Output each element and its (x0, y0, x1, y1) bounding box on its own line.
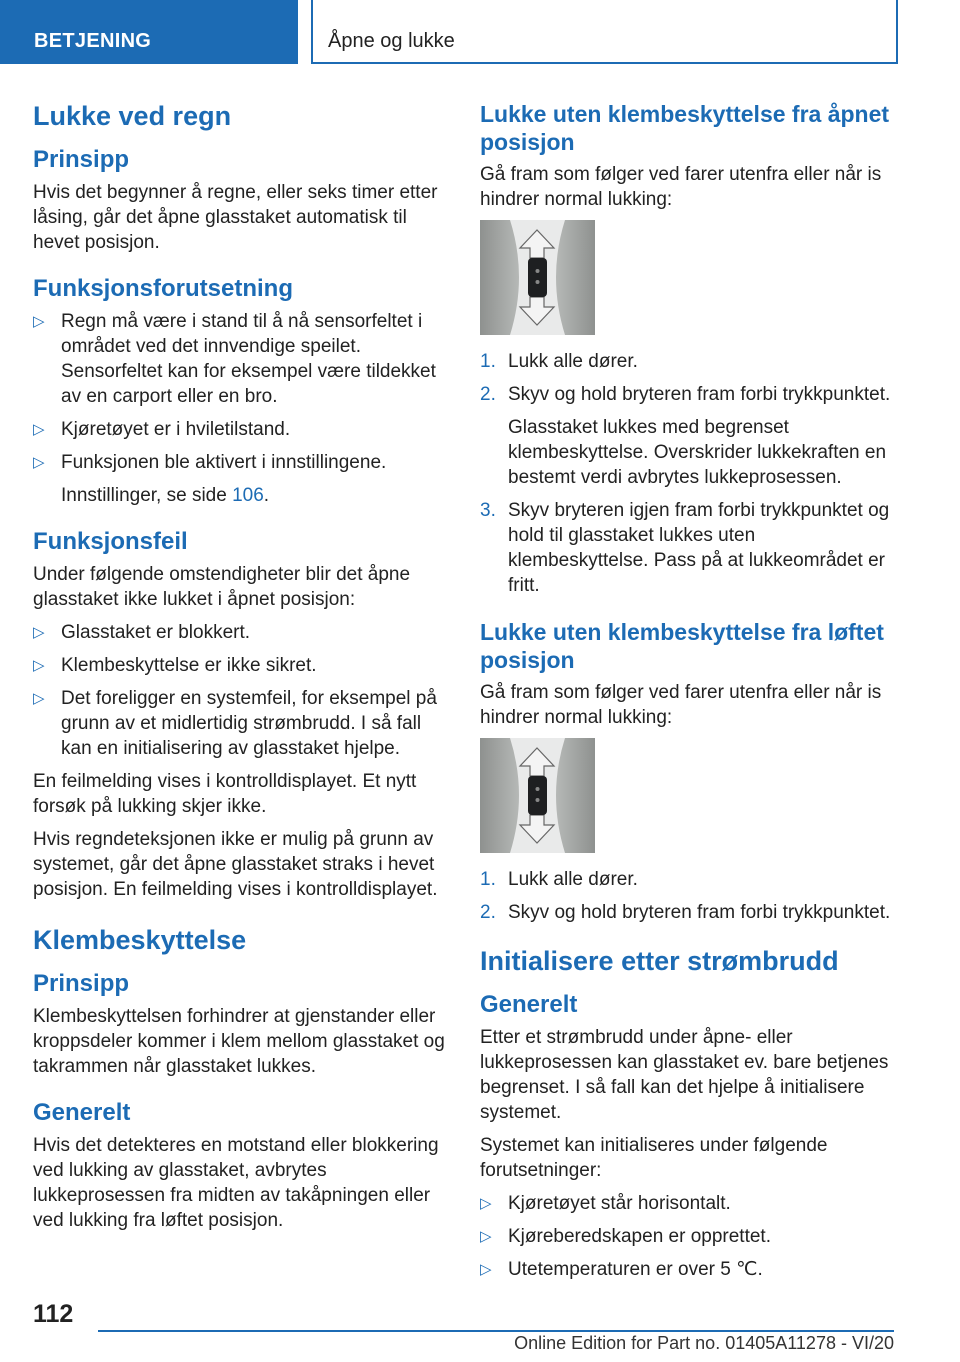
title-rain-close: Lukke ved regn (33, 101, 232, 131)
section-pinch (33, 924, 448, 1233)
init-paragraph-2: Systemet kan initialiseres under følgende forutsetninger: (480, 1135, 828, 1181)
heading-close-from-lifted: Lukke uten klembeskyttelse fra løftet posisjon (480, 619, 884, 673)
pinch-principle-text: Klembeskyttelsen forhindrer at gjenstander eller kroppsdeler kommer i klem mellom glasstaket og takrammen når glasstaket lukkes. (33, 1006, 445, 1077)
close-open-steps (480, 349, 900, 407)
triangle-bullet-icon: ▷ (33, 313, 45, 330)
list-item: ▷ Kjøreberedskapen er opprettet. (480, 1226, 771, 1247)
close-lifted-steps (480, 867, 900, 925)
roof-switch-image (480, 738, 595, 853)
step2-note: Glasstaket lukkes med begrenset klembeskyttelse. Overskrider lukkekraften en bestemt verdi avbrytes lukkeprosessen. (508, 417, 887, 488)
triangle-bullet-icon: ▷ (33, 454, 45, 471)
list-item: ▷ Utetemperaturen er over 5 ℃. (480, 1259, 763, 1280)
section-close-lifted (480, 618, 900, 925)
close-open-intro: Gå fram som følger ved farer utenfra eller når is hindrer normal lukking: (480, 164, 882, 210)
page-number: 112 (33, 1300, 74, 1328)
fault-paragraph-2: Hvis regndeteksjonen ikke er mulig på grunn av systemet, går det åpne glasstaket straks i hevet posisjon. En feilmelding vises i kontrolldisplayet. (33, 829, 438, 900)
left-column (33, 100, 448, 1241)
triangle-bullet-icon: ▷ (33, 624, 45, 641)
list-item: ▷ Regn må være i stand til å nå sensorfeltet i området ved det innvendige speilet. Sensorfeltet kan for eksempel være tildekket av en carport eller en bro. (33, 311, 436, 407)
pinch-general-text: Hvis det detekteres en motstand eller blokkering ved lukking av glasstaket, avbrytes lukkeprosessen fra midten av takåpningen eller ved lukking fra løftet posisjon. (33, 1135, 439, 1231)
right-column (480, 100, 900, 1290)
heading-init-general: Generelt (480, 991, 578, 1018)
list-item: 1. Lukk alle dører. (480, 869, 638, 890)
title-init: Initialisere etter strømbrudd (480, 946, 839, 976)
heading-fault: Funksjonsfeil (33, 528, 188, 555)
principle-text: Hvis det begynner å regne, eller seks timer etter låsing, går det åpne glasstaket automatisk til hevet posisjon. (33, 182, 438, 253)
heading-principle: Prinsipp (33, 146, 130, 173)
section-fault (33, 528, 448, 902)
heading-prereq: Funksjonsforutsetning (33, 275, 293, 302)
triangle-bullet-icon: ▷ (33, 690, 45, 707)
page-link-106[interactable]: 106 (232, 485, 264, 506)
fault-paragraph-1: En feilmelding vises i kontrolldisplayet. Et nytt forsøk på lukking skjer ikke. (33, 771, 417, 817)
header-chapter-box (311, 0, 898, 64)
heading-close-from-open: Lukke uten klembeskyttelse fra åpnet posisjon (480, 101, 890, 155)
fault-list (33, 620, 448, 761)
section-init (480, 945, 900, 1282)
roof-switch-image (480, 220, 595, 335)
triangle-bullet-icon: ▷ (480, 1195, 492, 1212)
list-item: ▷ Det foreligger en systemfeil, for eksempel på grunn av et midlertidig strømbrudd. I så fall kan en initialisering av glasstaket hjelpe. (33, 688, 437, 759)
list-item: 3. Skyv bryteren igjen fram forbi trykkpunktet og hold til glasstaket lukkes uten klembeskyttelse. Pass på at lukkeområdet er fritt. (480, 500, 890, 596)
list-item: ▷ Kjøretøyet er i hviletilstand. (33, 419, 291, 440)
settings-note: Innstillinger, se side 106. (61, 485, 270, 506)
list-item: 1. Lukk alle dører. (480, 351, 638, 372)
prereq-list (33, 309, 448, 475)
list-item: ▷ Funksjonen ble aktivert i innstillingene. (33, 452, 387, 473)
fault-intro: Under følgende omstendigheter blir det åpne glasstaket ikke lukket i åpnet posisjon: (33, 564, 411, 610)
triangle-bullet-icon: ▷ (480, 1228, 492, 1245)
list-item: ▷ Kjøretøyet står horisontalt. (480, 1193, 731, 1214)
triangle-bullet-icon: ▷ (480, 1261, 492, 1278)
list-item: ▷ Glasstaket er blokkert. (33, 622, 251, 643)
list-item: 2. Skyv og hold bryteren fram forbi trykkpunktet. (480, 902, 891, 923)
footer-edition: Online Edition for Part no. 01405A11278 - VI/20 (514, 1333, 894, 1353)
close-lifted-intro: Gå fram som følger ved farer utenfra eller når is hindrer normal lukking: (480, 682, 882, 728)
heading-pinch-principle: Prinsipp (33, 970, 130, 997)
triangle-bullet-icon: ▷ (33, 657, 45, 674)
footer-divider (98, 1330, 894, 1332)
title-pinch-protection: Klembeskyttelse (33, 925, 247, 955)
header-chapter-label: Åpne og lukke (328, 30, 455, 52)
init-paragraph-1: Etter et strømbrudd under åpne- eller lukkeprosessen kan glasstaket ev. bare betjenes begrenset. I så fall kan det hjelpe å initialisere systemet. (480, 1027, 889, 1123)
triangle-bullet-icon: ▷ (33, 421, 45, 438)
section-prereq (33, 275, 448, 508)
list-item: 2. Skyv og hold bryteren fram forbi trykkpunktet. (480, 384, 891, 405)
header-section-tab (0, 0, 298, 64)
close-open-steps-cont (480, 498, 900, 598)
init-list (480, 1191, 900, 1282)
header-section-label: BETJENING (34, 30, 152, 52)
heading-pinch-general: Generelt (33, 1099, 131, 1126)
list-item: ▷ Klembeskyttelse er ikke sikret. (33, 655, 317, 676)
